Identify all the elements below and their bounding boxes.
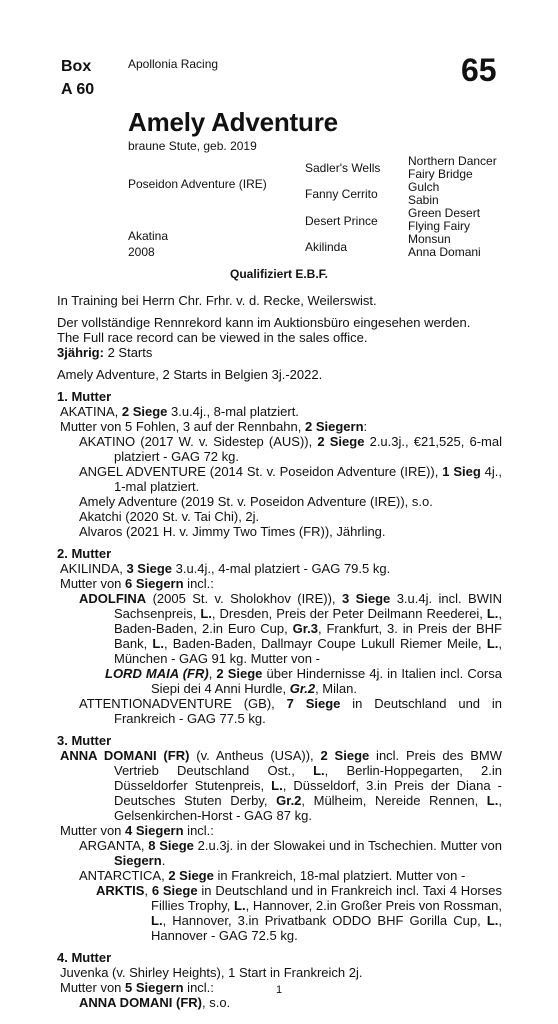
- produce-entry: ATTENTIONADVENTURE (GB), 7 Siege in Deutschland und in Frankreich - GAG 77.5 kg.: [79, 696, 502, 726]
- sire-dam: Fanny Cerrito: [305, 187, 378, 201]
- catalogue-body: [57, 293, 502, 1010]
- produce-summary: Mutter von 5 Fohlen, 3 auf der Rennbahn, 2 Siegern:: [60, 419, 368, 434]
- ancestor: Northern Dancer: [408, 154, 497, 168]
- dam-year: 2008: [128, 245, 155, 259]
- record-en: The Full race record can be viewed in the sales office.: [57, 330, 368, 345]
- box-code: A 60: [61, 81, 95, 98]
- produce-summary: Mutter von 5 Siegern incl.:: [60, 980, 214, 995]
- section-title: 4. Mutter: [57, 950, 112, 965]
- dam-sire: Desert Prince: [305, 214, 378, 228]
- third-generation: [408, 155, 497, 259]
- ancestor: Flying Fairy: [408, 219, 471, 233]
- horse-name: Amely Adventure: [128, 107, 338, 137]
- produce-summary: Mutter von 4 Siegern incl.:: [60, 823, 214, 838]
- section-title: 1. Mutter: [57, 389, 112, 404]
- age-record: 3jährig: 2 Starts: [57, 345, 153, 360]
- box-label: Box: [61, 58, 92, 75]
- ancestor: Sabin: [408, 193, 439, 207]
- ancestor: Gulch: [408, 180, 440, 194]
- dam: Akatina: [128, 229, 169, 243]
- produce-summary: Mutter von 6 Siegern incl.:: [60, 576, 214, 591]
- dam-line: AKATINA, 2 Siege 3.u.4j., 8-mal platziert.: [60, 404, 299, 419]
- produce-entry: ANGEL ADVENTURE (2014 St. v. Poseidon Adventure (IRE)), 1 Sieg 4j., 1-mal platziert.: [79, 464, 502, 494]
- dam-dam: Akilinda: [305, 240, 348, 254]
- ancestor: Monsun: [408, 232, 451, 246]
- section-title: 2. Mutter: [57, 546, 112, 561]
- produce-entry: Amely Adventure (2019 St. v. Poseidon Adventure (IRE)), s.o.: [79, 494, 433, 509]
- dam-line: Juvenka (v. Shirley Heights), 1 Start in Frankreich 2j.: [60, 965, 363, 980]
- race-summary: Amely Adventure, 2 Starts in Belgien 3j.-2022.: [57, 367, 323, 382]
- produce-entry: ANNA DOMANI (FR), s.o.: [79, 995, 231, 1010]
- produce-entry: Alvaros (2021 H. v. Jimmy Two Times (FR)), Jährling.: [79, 524, 386, 539]
- produce-entry: Akatchi (2020 St. v. Tai Chi), 2j.: [79, 509, 260, 524]
- training-info: In Training bei Herrn Chr. Frhr. v. d. Recke, Weilerswist.: [57, 293, 377, 308]
- section-title: 3. Mutter: [57, 733, 112, 748]
- sire: Poseidon Adventure (IRE): [128, 177, 267, 191]
- dam-line: AKILINDA, 3 Siege 3.u.4j., 4-mal platziert - GAG 79.5 kg.: [60, 561, 391, 576]
- produce-entry: AKATINO (2017 W. v. Sidestep (AUS)), 2 Siege 2.u.3j., €21,525, 6-mal platziert - GAG 72 kg.: [79, 434, 502, 464]
- horse-description: braune Stute, geb. 2019: [128, 139, 257, 153]
- produce-entry: ARKTIS, 6 Siege in Deutschland und in Frankreich incl. Taxi 4 Horses Fillies Trophy, L., Hannover, 2.in Großer Preis von Rossman, L., Hannover, 3.in Privatbank ODDO BHF Gorilla Cup, L., Hannover - GAG 72.5 kg.: [96, 883, 502, 943]
- sire-sire: Sadler's Wells: [305, 161, 381, 175]
- produce-entry: ANTARCTICA, 2 Siege in Frankreich, 18-mal platziert. Mutter von -: [79, 868, 466, 883]
- ancestor: Fairy Bridge: [408, 167, 473, 181]
- produce-entry: LORD MAIA (FR), 2 Siege über Hindernisse 4j. in Italien incl. Corsa Siepi dei 4 Anni Hurdle, Gr.2, Milan.: [105, 666, 502, 696]
- qualification: Qualifiziert E.B.F.: [229, 267, 328, 281]
- lot-number: 65: [461, 52, 497, 88]
- produce-entry: ARGANTA, 8 Siege 2.u.3j. in der Slowakei und in Tschechien. Mutter von Siegern.: [79, 838, 502, 868]
- box-number: [61, 55, 94, 101]
- ancestor: Green Desert: [408, 206, 481, 220]
- produce-entry: ADOLFINA (2005 St. v. Sholokhov (IRE)), 3 Siege 3.u.4j. incl. BWIN Sachsenpreis, L., Dresden, Preis der Peter Deilmann Reederei, L., Baden-Baden, 2.in Euro Cup, Gr.3, Frankfurt, 3. in Preis der BHF Bank, L., Baden-Baden, Dallmayr Coupe Lukull Riemer Meile, L., München - GAG 91 kg. Mutter von -: [79, 591, 503, 666]
- owner: Apollonia Racing: [128, 57, 219, 71]
- ancestor: Anna Domani: [408, 245, 481, 259]
- record-de: Der vollständige Rennrekord kann im Auktionsbüro eingesehen werden.: [57, 315, 471, 330]
- page-number: 1: [275, 984, 283, 996]
- dam-line: ANNA DOMANI (FR) (v. Antheus (USA)), 2 Siege incl. Preis des BMW Vertrieb Deutschland Ost., L., Berlin-Hoppegarten, 2.in Düsseldorfer Stutenpreis, L., Düsseldorf, 3.in Preis der Diana - Deutsches Stuten Derby, Gr.2, Mülheim, Nereide Rennen, L., Gelsenkirchen-Horst - GAG 87 kg.: [60, 748, 502, 823]
